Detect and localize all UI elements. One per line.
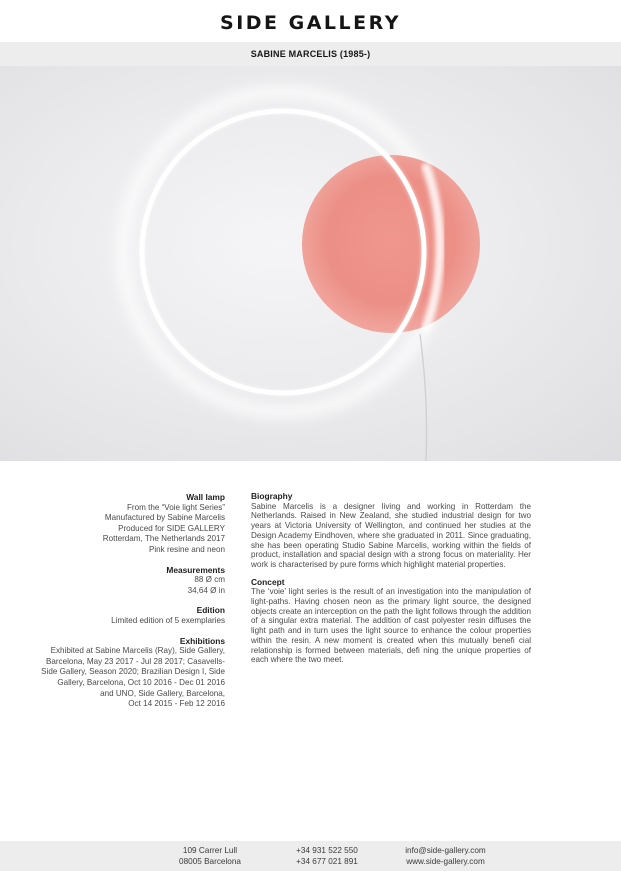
artist-bar [0,42,621,66]
address-street: 109 Carrer Lull [182,846,238,855]
exhibition-line: Exhibited at Sabine Marcelis (Ray), Side Gallery, [50,646,225,656]
detail-line: Pink resine and neon [148,544,225,554]
website-link[interactable]: www.side-gallery.com [406,857,485,866]
exhibition-line: Gallery, Barcelona, Oct 10 2016 - Dec 01 2016 [57,677,225,687]
measurement-cm: 88 Ø cm [194,575,225,585]
artist-name: SABINE MARCELIS (1985-) [250,49,371,59]
detail-line: From the “Voie light Series” [126,502,225,512]
edition-label: Edition [196,605,225,616]
page-header [0,0,621,42]
detail-line: Produced for SIDE GALLERY [118,523,225,533]
concept-label: Concept [251,576,285,587]
resin-disc [302,155,480,333]
exhibition-line: and UNO, Side Gallery, Barcelona, [100,688,225,698]
phone-mobile[interactable]: +34 677 021 891 [296,857,358,866]
detail-line: Manufactured by Sabine Marcelis [104,513,225,523]
product-photo [0,66,621,461]
biography-label: Biography [251,491,293,501]
power-cable [420,334,427,461]
footer-contact [398,845,493,867]
artwork-title: Wall lamp [186,492,225,502]
measurements-label: Measurements [166,564,225,575]
detail-line: Rotterdam, The Netherlands 2017 [102,534,225,544]
phone-primary[interactable]: +34 931 522 550 [296,846,358,855]
page-footer [0,841,621,871]
exhibition-line: Barcelona, May 23 2017 - Jul 28 2017; Casavells- [45,656,225,666]
email-link[interactable]: info@side-gallery.com [405,846,486,855]
edition-value: Limited edition of 5 exemplaries [111,615,225,625]
exhibition-line: Side Gallery, Season 2020; Brazilian Design I, Side [41,667,225,677]
exhibitions-label: Exhibitions [179,635,225,646]
artwork-details [20,492,225,719]
concept-paragraph: The ‘voie’ light series is the result of an investigation into the manipulation of light-paths. Having chosen neon as the primary light source, the designed objects create an interception on the path the light follows through the addition of a singular extra material. The addition of cast polyester resin diffuses the light path and in turn uses the light source to enhance the colour properties within the resin. A new moment is created when this mutually benefi cial relationship is formed between materials, defi ning the unique properties of each where the two meet. [251,587,531,665]
gallery-logo: SIDE GALLERY [220,11,401,34]
exhibition-line: Oct 14 2015 - Feb 12 2016 [128,699,225,709]
address-city: 08005 Barcelona [179,857,241,866]
footer-phones [282,845,372,867]
biography-paragraph: Sabine Marcelis is a designer living and working in Rotterdam the Netherlands. Raised in New Zealand, she studied industrial design for two years at Victoria University of Wellington, and continued her studies at the Design Academy Eindhoven, where she graduated in 2011. Since graduating, she has been operating Studio Sabine Marcelis, working within the fields of product, installation and spacial design with a strong focus on materiality. Her work is characterised by pure forms which highlight material properties. [251,501,531,569]
measurement-in: 34,64 Ø in [187,585,225,595]
lamp-illustration [0,66,621,461]
footer-address [170,845,250,867]
description-text [251,492,531,673]
